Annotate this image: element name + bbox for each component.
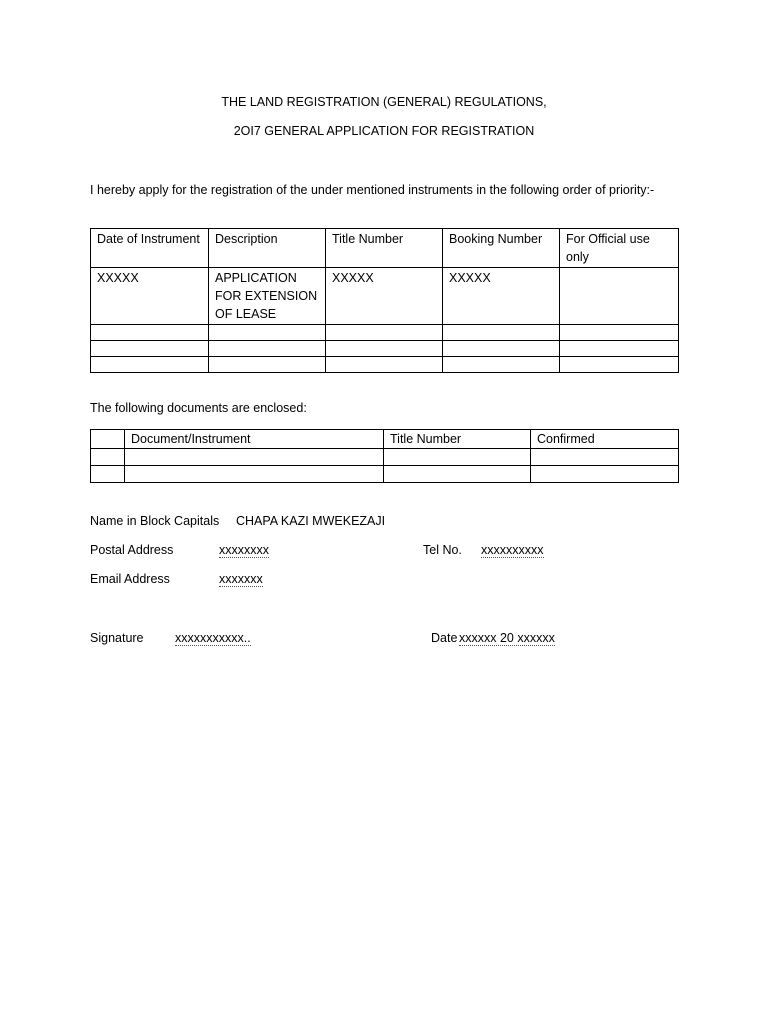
table-cell <box>125 449 384 466</box>
table-cell <box>209 325 326 341</box>
table-cell <box>443 357 560 373</box>
name-label: Name in Block Capitals <box>90 514 220 528</box>
tel-value: xxxxxxxxxx <box>481 543 544 557</box>
date-value: xxxxxx 20 xxxxxx <box>459 631 555 645</box>
header-cell: Document/Instrument <box>125 430 384 449</box>
table-cell <box>91 357 209 373</box>
document-title-line2: 2OI7 GENERAL APPLICATION FOR REGISTRATION <box>233 124 535 138</box>
signature-label: Signature <box>90 631 144 645</box>
table-cell <box>91 325 209 341</box>
table-row <box>91 357 679 373</box>
table-cell <box>560 357 679 373</box>
table-cell <box>125 466 384 483</box>
signature-value: xxxxxxxxxxx.. <box>175 631 251 645</box>
table-row <box>91 325 679 341</box>
table-cell <box>209 357 326 373</box>
header-cell: Description <box>209 229 326 268</box>
table-row <box>91 449 679 466</box>
header-cell: Title Number <box>384 430 531 449</box>
documents-label: The following documents are enclosed: <box>90 401 307 415</box>
table-cell <box>531 466 679 483</box>
table-cell <box>326 357 443 373</box>
header-cell <box>91 430 125 449</box>
name-value: CHAPA KAZI MWEKEZAJI <box>236 514 386 528</box>
table-cell <box>326 341 443 357</box>
table-cell: XXXXX <box>91 268 209 325</box>
intro-paragraph: I hereby apply for the registration of the under mentioned instruments in the following order of priority:- <box>90 183 655 197</box>
table-cell <box>443 325 560 341</box>
tel-label: Tel No. <box>423 543 462 557</box>
table-row <box>91 341 679 357</box>
table-cell <box>560 325 679 341</box>
header-cell: Booking Number <box>443 229 560 268</box>
table-cell <box>209 341 326 357</box>
email-value: xxxxxxx <box>219 572 263 586</box>
table-cell: XXXXX <box>443 268 560 325</box>
table-cell <box>384 466 531 483</box>
table-cell <box>91 341 209 357</box>
header-cell: Confirmed <box>531 430 679 449</box>
table-cell <box>443 341 560 357</box>
table-cell: XXXXX <box>326 268 443 325</box>
table-cell <box>384 449 531 466</box>
header-cell: Date of Instrument <box>91 229 209 268</box>
instruments-table <box>90 228 679 373</box>
document-title-line1: THE LAND REGISTRATION (GENERAL) REGULATIONS, <box>221 95 547 109</box>
table-row <box>91 466 679 483</box>
documents-table <box>90 429 679 483</box>
date-label: Date <box>431 631 458 645</box>
postal-address-label: Postal Address <box>90 543 174 557</box>
header-cell: Title Number <box>326 229 443 268</box>
documents-header-row <box>91 430 679 449</box>
table-row <box>91 268 679 325</box>
table-cell <box>560 341 679 357</box>
table-cell <box>326 325 443 341</box>
postal-address-value: xxxxxxxx <box>219 543 269 557</box>
table-cell: APPLICATION FOR EXTENSION OF LEASE <box>209 268 326 325</box>
table-cell <box>91 466 125 483</box>
header-cell: For Official use only <box>560 229 679 268</box>
email-label: Email Address <box>90 572 170 586</box>
table-cell <box>531 449 679 466</box>
instruments-header-row <box>91 229 679 268</box>
table-cell <box>91 449 125 466</box>
table-cell <box>560 268 679 325</box>
